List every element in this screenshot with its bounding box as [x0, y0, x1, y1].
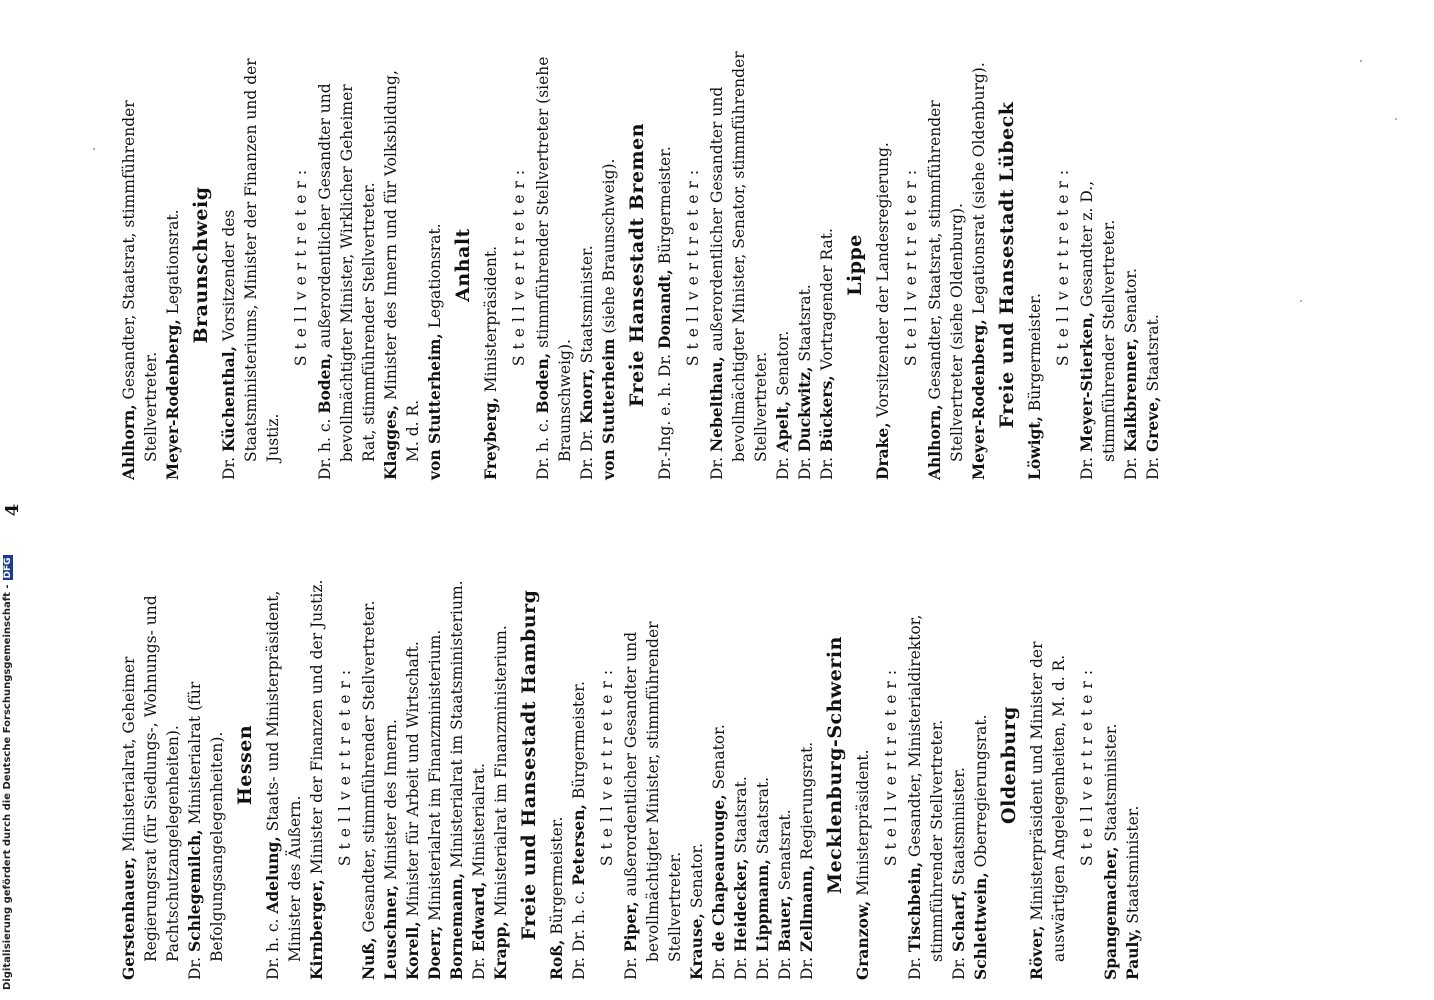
section-anhalt	[452, 50, 620, 480]
entry	[314, 50, 380, 480]
entry-name: Gerstenhauer,	[119, 856, 138, 980]
deputies-label: Stellvertreter:	[510, 163, 528, 367]
entry	[970, 550, 992, 980]
entry-name: Ahlhorn,	[119, 404, 138, 480]
entry	[218, 50, 284, 480]
deputies-list	[924, 50, 990, 480]
entry-name: Leuschner,	[381, 884, 400, 980]
entry-description: Staatsminister.	[1102, 723, 1120, 847]
entry	[380, 50, 424, 480]
deputies-label: Stellvertreter:	[292, 163, 310, 367]
entry-name: Bauer,	[775, 895, 794, 952]
entry-description: Senatsrat.	[776, 809, 794, 896]
section-heading: Freie und Hansestadt Hamburg	[518, 589, 540, 941]
entry	[1026, 550, 1070, 980]
entry	[774, 550, 796, 980]
deputies-label: Stellvertreter:	[336, 663, 354, 867]
entry-name: Heidecker,	[731, 858, 750, 952]
entry	[306, 550, 328, 980]
entry-name: Duckwitz,	[795, 366, 814, 452]
entry-description: Gesandter z. D., stimmführender Stellvertreter.	[1078, 180, 1118, 462]
entry-title-prefix: Dr.	[1144, 452, 1162, 480]
entry-name: Nuß,	[359, 937, 378, 980]
entry-description: Oberregierungsrat.	[972, 714, 990, 873]
entry-title-prefix: Dr.	[1078, 452, 1096, 480]
entry-name: Krapp,	[491, 921, 510, 980]
intro-list	[118, 550, 228, 980]
scan-speck	[93, 148, 95, 150]
entry-name: Schlegemilch,	[185, 829, 204, 952]
section-heading: Anhalt	[452, 228, 474, 302]
entry-name: Kalkbrenner,	[1121, 338, 1140, 452]
entry-description: Staats- und Ministerpräsident, Minister des Äußern.	[264, 590, 304, 962]
members-list	[852, 550, 874, 980]
intro-list	[118, 50, 184, 480]
entry-description: Legationsrat.	[426, 223, 444, 334]
members-list	[1024, 50, 1046, 480]
entry-description: Vorsitzender des Staatsministeriums, Minister der Finanzen und der Justiz.	[220, 58, 282, 462]
section-hamburg	[518, 550, 818, 980]
entry-description: Ministerialrat, Geheimer Regierungsrat (für Siedlungs-, Wohnungs- und Pachtschutzangelegenheiten).	[120, 595, 182, 962]
entry-title-prefix: Dr.	[906, 952, 924, 980]
entry-title-prefix: Dr.	[708, 452, 726, 480]
entry	[1120, 50, 1142, 480]
left-column	[118, 550, 1144, 980]
entry	[402, 550, 424, 980]
entry	[852, 550, 874, 980]
entry-title-prefix: Dr.	[776, 952, 794, 980]
entry	[794, 50, 816, 480]
entry-title-prefix: Dr.	[754, 952, 772, 980]
entry-description: Ministerialrat.	[470, 763, 488, 882]
section-hessen	[234, 550, 512, 980]
entry-title-prefix: Dr.	[1122, 452, 1140, 480]
members-list	[480, 50, 502, 480]
entry-description: Legationsrat (siehe Oldenburg).	[970, 62, 988, 320]
entry-name: von Stutterheim	[599, 338, 618, 480]
entry-description: Regierungsrat.	[798, 741, 816, 865]
scan-speck	[1360, 60, 1362, 62]
entry	[598, 50, 620, 480]
scan-speck	[1395, 118, 1397, 120]
entry-name: Apelt,	[773, 400, 792, 452]
right-column	[118, 50, 1164, 480]
members-list	[1026, 550, 1070, 980]
entry-name: Löwigt,	[1025, 416, 1044, 480]
entry	[568, 550, 590, 980]
entry-name: Ahlhorn,	[925, 404, 944, 480]
members-list	[218, 50, 284, 480]
entry-name: Zellmann,	[797, 864, 816, 952]
entry-description: Gesandter, stimmführender Stellvertreter.	[360, 600, 378, 938]
entry-name: Schlettwein,	[971, 872, 990, 980]
entry-description: Ministerialrat im Finanzministerium.	[426, 629, 444, 926]
entry	[262, 550, 306, 980]
entry-name: Krause,	[687, 913, 706, 980]
entry-title-prefix: Dr.	[220, 452, 238, 480]
entry-description: stimmführender Stellvertreter (siehe Braunschweig).	[534, 56, 574, 462]
entry-name: Korell,	[403, 921, 422, 980]
entry	[708, 550, 730, 980]
deputies-list	[314, 50, 446, 480]
entry-name: de Chapeaurouge,	[709, 794, 728, 952]
dfg-logo: DFG	[3, 557, 13, 579]
entry-name: Bornemann,	[447, 872, 466, 980]
entry	[620, 550, 686, 980]
entry	[752, 550, 774, 980]
entry	[118, 50, 162, 480]
entry	[118, 550, 184, 980]
entry	[686, 550, 708, 980]
entry	[948, 550, 970, 980]
deputies-list	[1076, 50, 1164, 480]
entry-name: Drake,	[873, 422, 892, 480]
entry-description: Minister der Finanzen und der Justiz.	[308, 579, 326, 880]
section-bremen	[626, 50, 838, 480]
entry	[1100, 550, 1122, 980]
entry-description: Staatsrat.	[754, 776, 772, 860]
entry-name: Küchenthal,	[219, 346, 238, 452]
entry	[924, 50, 968, 480]
entry-description: Staatsminister.	[1124, 805, 1142, 929]
entry-name: Granzow,	[853, 900, 872, 980]
deputies-list	[904, 550, 992, 980]
section-heading: Lippe	[844, 234, 866, 296]
entry-name: Petersen,	[569, 804, 588, 886]
entry-description: Staatsrat.	[732, 776, 750, 859]
entry	[706, 50, 772, 480]
entry-name: Donandt,	[655, 269, 674, 349]
scan-speck	[1300, 300, 1302, 302]
deputies-list	[706, 50, 838, 480]
entry	[1142, 50, 1164, 480]
entry-description: Ministerpräsident.	[854, 749, 872, 901]
entry	[358, 550, 380, 980]
entry-description: Senator.	[774, 330, 792, 401]
entry-title-prefix: Dr.	[732, 952, 750, 980]
entry-name: Bückers,	[817, 375, 836, 452]
entry-description: Gesandter, Ministerialdirektor, stimmführender Stellvertreter.	[906, 614, 946, 962]
entry-name: Knorr,	[577, 368, 596, 425]
entry-description: Ministerpräsident.	[482, 245, 500, 398]
entry-description: außerordentlicher Gesandter und bevollmächtigter Minister, stimmführender Stellvertreter.	[622, 621, 684, 962]
entry-description: Staatsrat.	[1144, 314, 1162, 397]
section-luebeck	[996, 50, 1164, 480]
entry	[424, 50, 446, 480]
page-number: 4	[2, 503, 23, 517]
entry-description: Staatsrat.	[796, 284, 814, 367]
entry	[576, 50, 598, 480]
section-braunschweig	[190, 50, 446, 480]
entry-description: Vortragender Rat.	[818, 228, 836, 376]
entry-description: Ministerpräsident und Minister der auswärtigen Angelegenheiten, M. d. R.	[1028, 641, 1068, 962]
entry	[796, 550, 818, 980]
section-heading: Oldenburg	[998, 706, 1020, 824]
members-list	[654, 50, 676, 480]
deputies-label: Stellvertreter:	[1078, 663, 1096, 867]
entry-name: Greve,	[1143, 396, 1162, 452]
entry-description: außerordentlicher Gesandter und bevollmächtigter Minister, Wirklicher Geheimer Rat, stimmführender Stellvertreter.	[316, 83, 378, 462]
entry-name: Adelung,	[263, 836, 282, 914]
entry-title-prefix: Dr. Dr.	[578, 424, 596, 480]
members-list	[262, 550, 328, 980]
digitization-credit	[2, 0, 13, 990]
entry-description: Vorsitzender der Landesregierung.	[874, 142, 892, 423]
entry-name: Pauly,	[1123, 928, 1142, 980]
entry-description: Staatsminister.	[950, 767, 968, 891]
entry	[730, 550, 752, 980]
section-heading: Braunschweig	[190, 186, 212, 344]
members-list	[546, 550, 590, 980]
entry-description: (siehe Braunschweig).	[600, 158, 618, 339]
entry	[162, 50, 184, 480]
entry-description: Legationsrat.	[164, 209, 182, 320]
entry-description: Staatsminister.	[578, 245, 596, 369]
entry-title-prefix: Dr.	[710, 952, 728, 980]
entry	[904, 550, 948, 980]
entry-description: Bürgermeister.	[548, 816, 566, 940]
entry-description: Minister für Arbeit und Wirtschaft.	[404, 641, 422, 922]
entry-name: Freyberg,	[481, 397, 500, 480]
entry-name: Röver,	[1027, 925, 1046, 980]
entry	[184, 550, 228, 980]
entry	[872, 50, 894, 480]
entry-name: Spangemacher,	[1101, 846, 1120, 980]
deputies-label: Stellvertreter:	[882, 663, 900, 867]
section-heading: Mecklenburg-Schwerin	[824, 636, 846, 894]
footer-text: Digitalisierung gefördert durch die Deutsche Forschungsgemeinschaft -	[2, 584, 13, 990]
entry-name: Klagges,	[381, 404, 400, 480]
entry-description: Minister des Innern.	[382, 719, 400, 885]
entry-description: Bürgermeister.	[656, 146, 674, 270]
section-mecklenburg	[824, 550, 992, 980]
entry-description: Ministerialrat (für Befolgungsangelegenheiten).	[186, 681, 226, 962]
entry	[424, 550, 446, 980]
entry-title-prefix: Dr.	[774, 452, 792, 480]
entry-title-prefix: Dr.	[186, 952, 204, 980]
deputies-label: Stellvertreter:	[902, 163, 920, 367]
section-oldenburg	[998, 550, 1144, 980]
entry-title-prefix: Dr.-Ing. e. h. Dr.	[656, 348, 674, 480]
entry-name: Roß,	[547, 939, 566, 980]
entry-name: Meyer-Stierken,	[1077, 311, 1096, 452]
entry-name: Scharf,	[949, 890, 968, 952]
entry-name: Meyer-Rodenberg,	[163, 319, 182, 480]
entry	[968, 50, 990, 480]
entry	[446, 550, 468, 980]
deputies-list	[1100, 550, 1144, 980]
entry-name: Boden,	[315, 352, 334, 414]
entry-name: Edward,	[469, 881, 488, 952]
deputies-label: Stellvertreter:	[598, 663, 616, 867]
entry-name: Tischbein,	[905, 861, 924, 952]
entry-description: Senator.	[710, 724, 728, 795]
entry	[654, 50, 676, 480]
deputies-label: Stellvertreter:	[1054, 163, 1072, 367]
entry-name: Nebelthau,	[707, 356, 726, 452]
entry-description: Ministerialrat im Staatsministerium.	[448, 580, 466, 873]
entry-title-prefix: Dr. h. c.	[264, 913, 282, 980]
entry	[546, 550, 568, 980]
entry	[480, 50, 502, 480]
entry-description: Ministerialrat im Finanzministerium.	[492, 625, 510, 922]
entry-description: Bürgermeister.	[1026, 293, 1044, 417]
entry-title-prefix: Dr. Dr. h. c.	[570, 885, 588, 980]
section-lippe	[844, 50, 990, 480]
deputies-list	[620, 550, 818, 980]
entry-description: Bürgermeister.	[570, 681, 588, 805]
deputies-list	[358, 550, 512, 980]
entry-title-prefix: Dr.	[470, 952, 488, 980]
entry-name: Meyer-Rodenberg,	[969, 319, 988, 480]
entry-title-prefix: Dr.	[798, 952, 816, 980]
deputies-label: Stellvertreter:	[684, 163, 702, 367]
deputies-list	[532, 50, 620, 480]
section-heading: Hessen	[234, 724, 256, 806]
entry-title-prefix: Dr.	[796, 452, 814, 480]
entry-title-prefix: Dr.	[818, 452, 836, 480]
entry-name: Boden,	[533, 352, 552, 414]
entry-description: Minister des Innern und für Volksbildung, M. d. R.	[382, 70, 422, 462]
section-heading: Freie und Hansestadt Lübeck	[996, 101, 1018, 429]
entry	[1122, 550, 1144, 980]
section-heading: Freie Hansestadt Bremen	[626, 122, 648, 408]
entry-description: Senator.	[1122, 268, 1140, 339]
entry	[1076, 50, 1120, 480]
entry	[380, 550, 402, 980]
entry	[816, 50, 838, 480]
members-list	[872, 50, 894, 480]
entry-description: außerordentlicher Gesandter und bevollmächtigter Minister, Senator, stimmführender Stellvertreter.	[708, 51, 770, 462]
entry-name: Doerr,	[425, 925, 444, 980]
entry-name: Kirnberger,	[307, 879, 326, 980]
entry-title-prefix: Dr. h. c.	[534, 413, 552, 480]
entry-title-prefix: Dr.	[622, 952, 640, 980]
entry-name: Lippmann,	[753, 859, 772, 952]
entry-description: Gesandter, Staatsrat, stimmführender Stellvertreter (siehe Oldenburg).	[926, 100, 966, 462]
entry	[490, 550, 512, 980]
entry-name: von Stutterheim,	[425, 333, 444, 480]
entry	[1024, 50, 1046, 480]
entry-title-prefix: Dr. h. c.	[316, 413, 334, 480]
entry-description: Gesandter, Staatsrat, stimmführender Stellvertreter.	[120, 100, 160, 462]
entry-name: Piper,	[621, 901, 640, 952]
entry	[468, 550, 490, 980]
entry-title-prefix: Dr.	[950, 952, 968, 980]
entry-description: Senator.	[688, 842, 706, 914]
entry	[532, 50, 576, 480]
entry	[772, 50, 794, 480]
